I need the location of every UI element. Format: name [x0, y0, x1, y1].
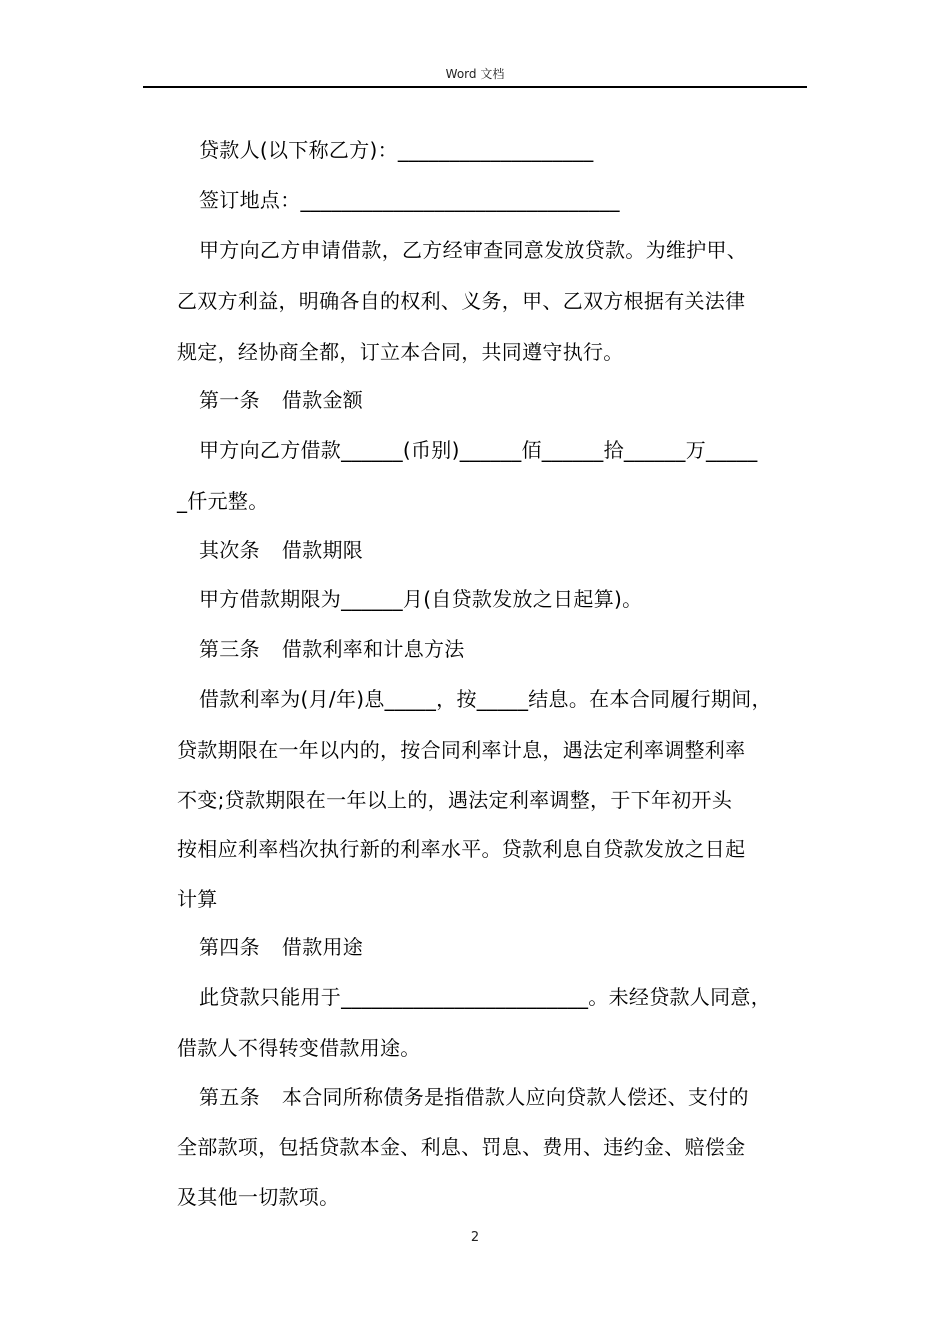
header-divider	[143, 86, 807, 88]
interest-line-5: 计算	[177, 887, 218, 911]
article-1-title: 借款金额	[281, 388, 364, 412]
article-5-text: 本合同所称债务是指借款人应向贷款人偿还、支付的	[281, 1085, 749, 1109]
article-3-heading	[199, 635, 839, 663]
preamble-line-3: 规定，经协商全都，订立本合同，共同遵守执行。	[177, 340, 624, 364]
preamble-line-1: 甲方向乙方申请借款，乙方经审查同意发放贷款。为维护甲、	[199, 238, 748, 262]
signing-place-line: 签订地点：_______________________________	[199, 188, 620, 212]
article-5-line-2: 全部款项，包括贷款本金、利息、罚息、费用、违约金、赔偿金	[177, 1135, 746, 1159]
article-2-title: 借款期限	[281, 538, 364, 562]
article-1-number: 第一条	[199, 388, 260, 412]
loan-amount-line-2: _仟元整。	[177, 489, 269, 513]
loan-term-line: 甲方借款期限为______月(自贷款发放之日起算)。	[199, 587, 643, 611]
article-3-title: 借款利率和计息方法	[281, 637, 465, 661]
loan-purpose-line-1: 此贷款只能用于________________________。未经贷款人同意，	[199, 985, 771, 1009]
loan-amount-line-1: 甲方向乙方借款______(币别)______佰______拾______万_____	[199, 438, 758, 462]
article-1-heading	[199, 386, 839, 414]
article-4-number: 第四条	[199, 935, 260, 959]
lender-line: 贷款人(以下称乙方)：___________________	[199, 138, 594, 162]
article-2-number: 其次条	[199, 538, 260, 562]
article-5-line-1	[199, 1083, 839, 1111]
article-4-title: 借款用途	[281, 935, 364, 959]
page-number: 2	[470, 1230, 480, 1245]
interest-line-4: 按相应利率档次执行新的利率水平。贷款利息自贷款发放之日起	[177, 837, 746, 861]
article-5-line-3: 及其他一切款项。	[177, 1185, 340, 1209]
interest-line-1: 借款利率为(月/年)息_____，按_____结息。在本合同履行期间，	[199, 687, 772, 711]
article-2-heading	[199, 536, 839, 564]
loan-purpose-line-2: 借款人不得转变借款用途。	[177, 1036, 421, 1060]
article-3-number: 第三条	[199, 637, 260, 661]
interest-line-2: 贷款期限在一年以内的，按合同利率计息，遇法定利率调整利率	[177, 738, 746, 762]
article-4-heading	[199, 933, 839, 961]
article-5-number: 第五条	[199, 1085, 260, 1109]
page-header: Word 文档	[445, 67, 505, 81]
preamble-line-2: 乙双方利益，明确各自的权利、义务，甲、乙双方根据有关法律	[177, 289, 746, 313]
interest-line-3: 不变;贷款期限在一年以上的，遇法定利率调整，于下年初开头	[177, 788, 733, 812]
